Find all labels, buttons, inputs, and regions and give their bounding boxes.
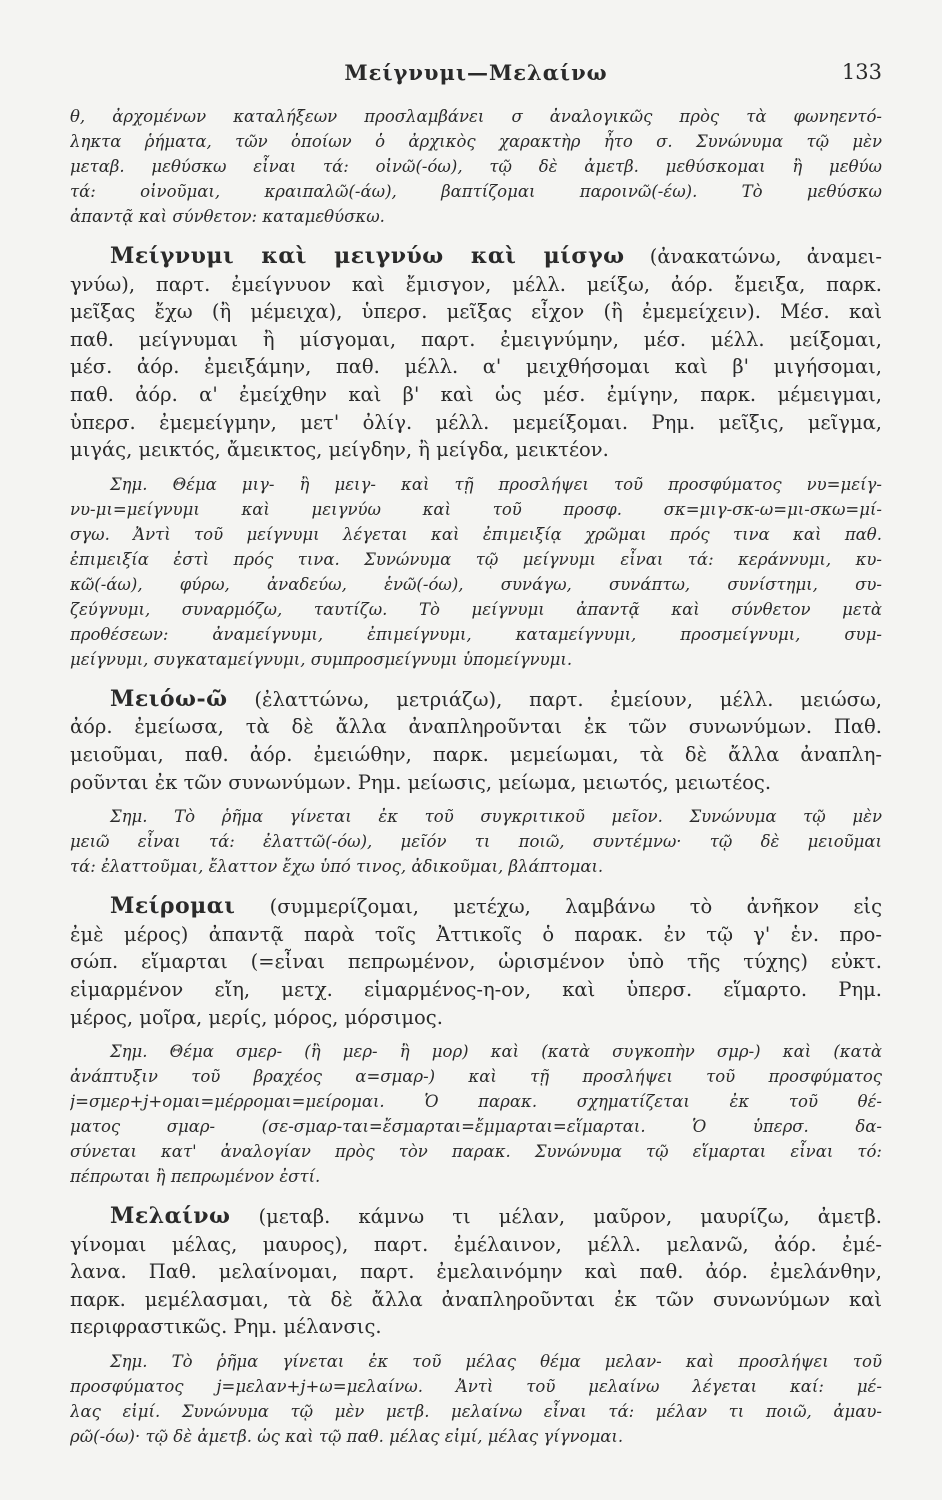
- note-line: ματος σμαρ- (σε-σμαρ-ται=ἔσμαρται=ἔμμαρται=εἵμαρται. Ὁ ὑπερσ. δα-: [70, 1117, 882, 1137]
- note-line: μείγνυμι, συγκαταμείγνυμι, συμπροσμείγνυμι ὑπομείγνυμι.: [70, 649, 573, 669]
- entry-line: μέσ. ἀόρ. ἐμειξάμην, παθ. μέλλ. α' μειχθήσομαι καὶ β' μιγήσομαι,: [70, 355, 882, 379]
- note-line: ληκτα ῥήματα, τῶν ὁποίων ὁ ἀρχικὸς χαρακτὴρ ἦτο σ. Συνώνυμα τῷ μὲν: [70, 132, 882, 151]
- note-line: ἀνάπτυξιν τοῦ βραχέος α=σμαρ-) καὶ τῇ προσλήψει τοῦ προσφύματος: [70, 1067, 882, 1087]
- note-line: ζεύγνυμι, συναρμόζω, ταυτίζω. Τὸ μείγνυμι ἀπαντᾷ καὶ σύνθετον μετὰ: [70, 599, 882, 619]
- entry-line: [70, 686, 882, 714]
- note-line: προθέσεων: ἀναμείγνυμι, ἐπιμείγνυμι, καταμείγνυμι, προσμείγνυμι, συμ-: [70, 624, 882, 644]
- entry-line: μέρος, μοῖρα, μερίς, μόρος, μόρσιμος.: [70, 1005, 443, 1029]
- entry-line: μεῖξας ἔχω (ἢ μέμειχα), ὑπερσ. μεῖξας εἶχον (ἢ ἐμεμείχειν). Μέσ. καὶ: [70, 300, 882, 324]
- entry-meiromai: [70, 893, 882, 1189]
- entry-line: παθ. μείγνυμαι ἢ μίσγομαι, παρτ. ἐμειγνύμην, μέσ. μέλλ. μείξομαι,: [70, 327, 882, 351]
- note-line: πέπρωται ἢ πεπρωμένον ἐστί.: [70, 1167, 321, 1187]
- entry-note: [70, 1039, 882, 1189]
- entry-melaino: [70, 1203, 882, 1449]
- entry-text: (μεταβ. κάμνω τι μέλαν, μαῦρον, μαυρίζω, ἀμετβ.: [258, 1205, 882, 1229]
- entry-line: γνύω), παρτ. ἐμείγνυον καὶ ἔμισγον, μέλλ. μείξω, ἀόρ. ἔμειξα, παρκ.: [70, 272, 882, 296]
- entry-line: [70, 893, 882, 921]
- entry-line: μειοῦμαι, παθ. ἀόρ. ἐμειώθην, παρκ. μεμείωμαι, τὰ δὲ ἄλλα ἀναπλη-: [70, 742, 882, 766]
- note-line: Σημ. Θέμα σμερ- (ἢ μερ- ἢ μορ) καὶ (κατὰ συγκοπὴν σμρ-) καὶ (κατὰ: [110, 1042, 882, 1062]
- note-line: ρῶ(-όω)· τῷ δὲ ἀμετβ. ὡς καὶ τῷ παθ. μέλας εἰμί, μέλας γίγνομαι.: [70, 1427, 624, 1447]
- entry-line: [70, 243, 882, 271]
- entry-line: μιγάς, μεικτός, ἄμεικτος, μείγδην, ἢ μείγδα, μεικτέον.: [70, 438, 609, 462]
- entry-line: ὑπερσ. ἐμεμείγμην, μετ' ὀλίγ. μέλλ. μεμείξομαι. Ρημ. μεῖξις, μεῖγμα,: [70, 410, 882, 434]
- note-line: j=σμερ+j+ομαι=μέρρομαι=μείρομαι. Ὁ παρακ. σχηματίζεται ἐκ τοῦ θέ-: [70, 1092, 882, 1112]
- entry-note: [70, 472, 882, 672]
- entry-line: εἱμαρμένον εἴη, μετχ. εἱμαρμένος-η-ον, καὶ ὑπερσ. εἵμαρτο. Ρημ.: [70, 977, 882, 1001]
- entry-text: (ἀνακατώνω, ἀναμει-: [649, 245, 882, 268]
- note-line: λας εἰμί. Συνώνυμα τῷ μὲν μετβ. μελαίνω εἶναι τά: μέλαν τι ποιῶ, ἀμαυ-: [70, 1402, 882, 1422]
- note-line: ἀπαντᾷ καὶ σύνθετον: καταμεθύσκω.: [70, 207, 385, 226]
- note-line: μεταβ. μεθύσκω εἶναι τά: οἰνῶ(-όω), τῷ δὲ ἀμετβ. μεθύσκομαι ἢ μεθύω: [70, 157, 882, 176]
- entry-line: περιφραστικῶς. Ρημ. μέλανσις.: [70, 1315, 382, 1339]
- entry-line: ἐμὲ μέρος) ἀπαντᾷ παρὰ τοῖς Ἀττικοῖς ὁ παρακ. ἐν τῷ γ' ἑν. προ-: [70, 922, 882, 946]
- note-line: προσφύματος j=μελαν+j+ω=μελαίνω. Ἀντὶ τοῦ μελαίνω λέγεται καί: μέ-: [70, 1377, 882, 1397]
- note-line: τά: οἰνοῦμαι, κραιπαλῶ(-άω), βαπτίζομαι παροινῶ(-έω). Τὸ μεθύσκω: [70, 182, 882, 201]
- entry-line: γίνομαι μέλας, μαυρος), παρτ. ἐμέλαινον, μέλλ. μελανῶ, ἀόρ. ἐμέ-: [70, 1232, 882, 1256]
- note-line: Σημ. Θέμα μιγ- ἢ μειγ- καὶ τῇ προσλήψει τοῦ προσφύματος νυ=μείγ-: [110, 474, 882, 494]
- running-head: Μείγνυμι—Μελαίνω: [344, 60, 608, 85]
- entry-text: (ἐλαττώνω, μετριάζω), παρτ. ἐμείουν, μέλλ. μειώσω,: [254, 687, 882, 711]
- entry-meioo: [70, 686, 882, 879]
- entry-line: ροῦνται ἐκ τῶν συνωνύμων. Ρημ. μείωσις, μείωμα, μειωτός, μειωτέος.: [70, 770, 772, 794]
- page-header: [70, 48, 882, 96]
- entry-line: [70, 1203, 882, 1231]
- entry-meignymi: [70, 243, 882, 672]
- note-line: τά: ἐλαττοῦμαι, ἔλαττον ἔχω ὑπό τινος, ἀδικοῦμαι, βλάπτομαι.: [70, 857, 604, 877]
- entry-line: ἀόρ. ἐμείωσα, τὰ δὲ ἄλλα ἀναπληροῦνται ἐκ τῶν συνωνύμων. Παθ.: [70, 715, 882, 739]
- entry-headword: Μείρομαι: [110, 893, 236, 920]
- note-line: σγω. Ἀντὶ τοῦ μείγνυμι λέγεται καὶ ἐπιμειξίᾳ χρῶμαι πρός τινα καὶ παθ.: [70, 524, 882, 544]
- entry-text: (συμμερίζομαι, μετέχω, λαμβάνω τὸ ἀνῆκον εἰς: [269, 895, 882, 919]
- note-line: Σημ. Τὸ ῥῆμα γίνεται ἐκ τοῦ μέλας θέμα μελαν- καὶ προσλήψει τοῦ: [110, 1352, 882, 1372]
- entry-headword: Μειόω-ῶ: [110, 685, 228, 712]
- entry-note: [70, 804, 882, 879]
- note-line: Σημ. Τὸ ῥῆμα γίνεται ἐκ τοῦ συγκριτικοῦ μεῖον. Συνώνυμα τῷ μὲν: [110, 807, 882, 827]
- entry-headword: Μείγνυμι καὶ μειγνύω καὶ μίσγω: [110, 243, 625, 269]
- entry-line: παρκ. μεμέλασμαι, τὰ δὲ ἄλλα ἀναπληροῦνται ἐκ τῶν συνωνύμων καὶ: [70, 1287, 882, 1311]
- entry-note: [70, 1349, 882, 1449]
- note-line: μειῶ εἶναι τά: ἐλαττῶ(-όω), μεῖόν τι ποιῶ, συντέμνω· τῷ δὲ μειοῦμαι: [70, 832, 882, 852]
- page-number: 133: [841, 60, 882, 84]
- entry-line: λανα. Παθ. μελαίνομαι, παρτ. ἐμελαινόμην καὶ παθ. ἀόρ. ἐμελάνθην,: [70, 1260, 882, 1284]
- note-line: θ, ἀρχομένων καταλήξεων προσλαμβάνει σ ἀναλογικῶς πρὸς τὰ φωνηεντό-: [70, 107, 882, 126]
- note-line: κῶ(-άω), φύρω, ἀναδεύω, ἑνῶ(-όω), συνάγω, συνάπτω, συνίστημι, συ-: [70, 574, 882, 594]
- entry-line: σώπ. εἵμαρται (=εἶναι πεπρωμένον, ὡρισμένον ὑπὸ τῆς τύχης) εὐκτ.: [70, 950, 882, 974]
- intro-note: [70, 104, 882, 229]
- note-line: νυ-μι=μείγνυμι καὶ μειγνύω καὶ τοῦ προσφ. σκ=μιγ-σκ-ω=μι-σκω=μί-: [70, 499, 882, 519]
- note-line: ἐπιμειξία ἐστὶ πρός τινα. Συνώνυμα τῷ μείγνυμι εἶναι τά: κεράννυμι, κυ-: [70, 549, 882, 569]
- note-line: σύνεται κατ' ἀναλογίαν πρὸς τὸν παρακ. Συνώνυμα τῷ εἵμαρται εἶναι τό:: [70, 1142, 882, 1162]
- entry-headword: Μελαίνω: [110, 1203, 231, 1230]
- entry-line: παθ. ἀόρ. α' ἐμείχθην καὶ β' καὶ ὡς μέσ. ἐμίγην, παρκ. μέμειγμαι,: [70, 382, 882, 406]
